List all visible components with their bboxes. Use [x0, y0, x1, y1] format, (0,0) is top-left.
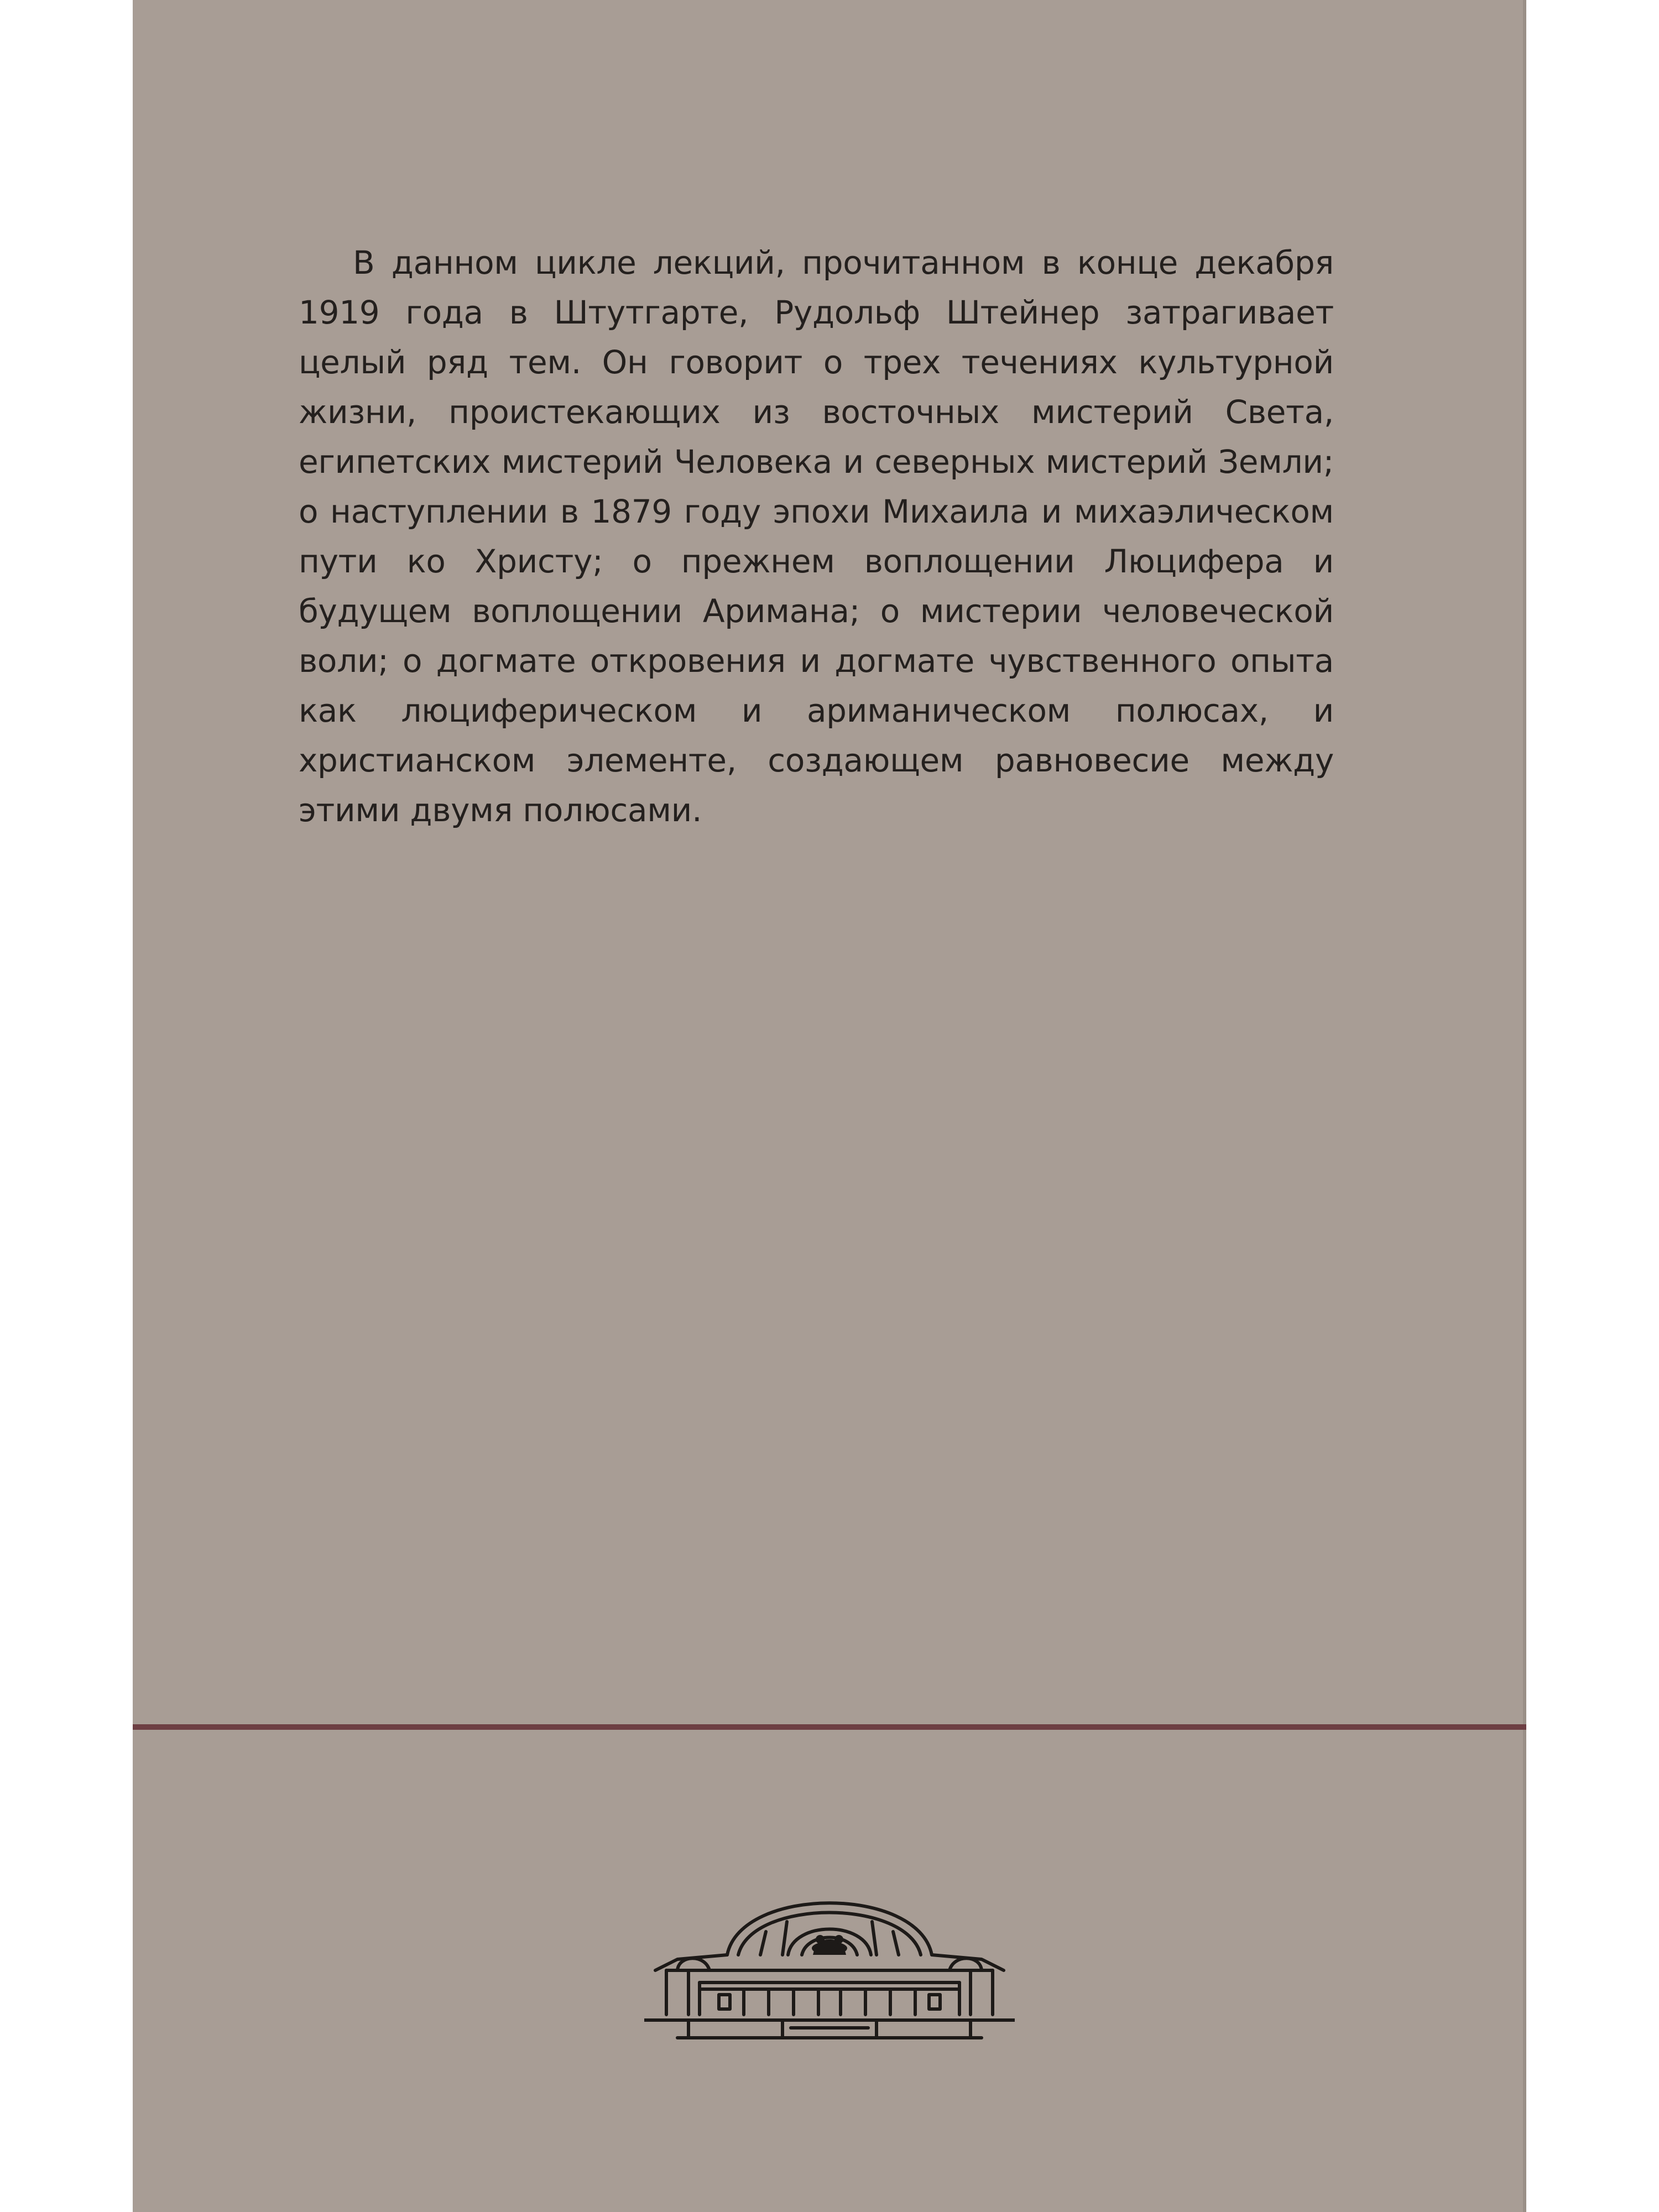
divider-line: [133, 1724, 1526, 1730]
back-cover: [133, 0, 1526, 2212]
annotation-text: В данном цикле лекций, прочитанном в конце декабря 1919 года в Штутгарте, Рудольф Штейнер затрагивает целый ряд тем. Он говорит о трех течениях культурной жизни, проистекающих из восточных мистерий Света, египетских мистерий Человека и северных мистерий Земли; о наступлении в 1879 году эпохи Михаила и михаэлическом пути ко Христу; о прежнем воплощении Люцифера и будущем воплощении Аримана; о мистерии человеческой воли; о догмате откровения и догмате чувственного опыта как люциферическом и ариманическом полюсах, и христианском элементе, создающем равновесие между этими двумя полюсами.: [299, 244, 1334, 829]
domed-building-icon: [644, 1872, 1015, 2060]
